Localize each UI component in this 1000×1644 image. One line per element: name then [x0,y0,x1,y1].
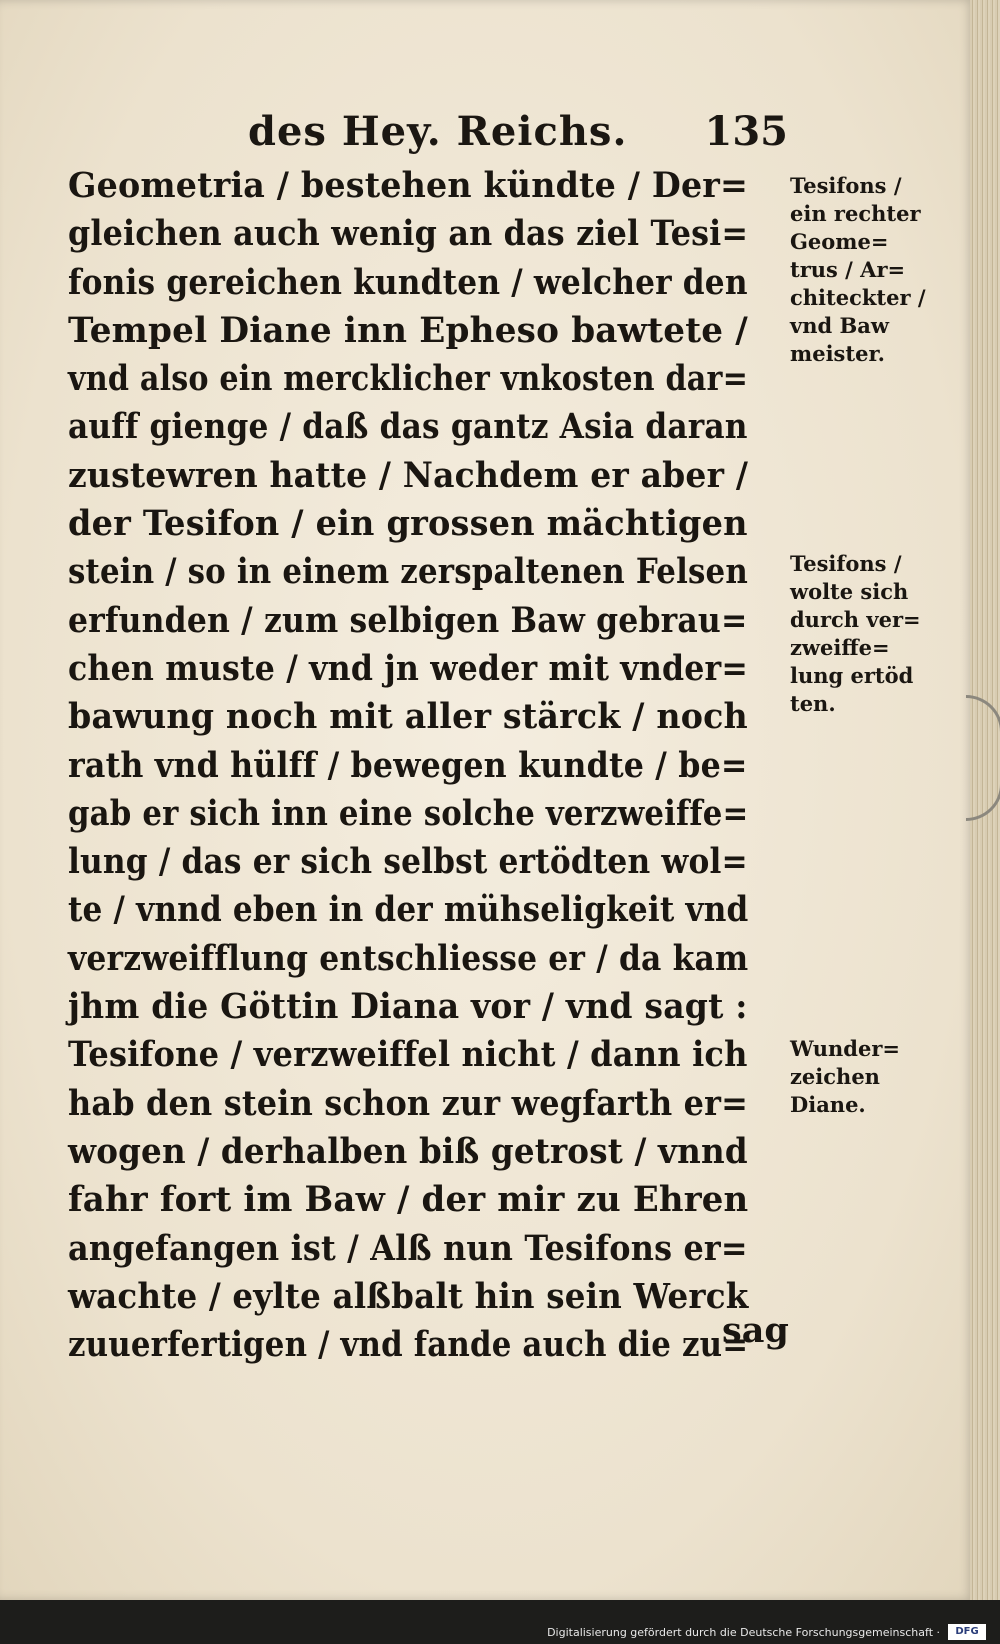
text-line: angefangen ist / Alß nun Tesifons er= [68,1227,748,1269]
marginal-line: Tesifons / [790,173,902,198]
text-line: lung / das er sich selbst ertödten wol= [68,841,748,883]
marginal-line: vnd Baw [790,313,889,338]
marginal-note [790,172,940,368]
dfg-logo: DFG [948,1624,986,1640]
marginal-line: durch ver= [790,607,921,632]
text-line: zuuerfertigen / vnd fande auch die zu= [68,1324,749,1366]
marginal-line: Wunder= [790,1036,900,1061]
text-line: te / vnnd eben in der mühseligkeit vnd [68,889,749,931]
catchword: sag [722,1310,789,1351]
marginal-note [790,550,940,718]
running-head: des Hey. Reichs. [248,108,628,155]
text-line: chen muste / vnd jn weder mit vnder= [68,647,749,689]
marginal-note [790,1035,940,1119]
text-line: wogen / derhalben biß getrost / vnnd [68,1130,748,1172]
clip-mark [966,695,1000,821]
text-line: Geometria / bestehen kündte / Der= [68,165,749,206]
text-line: gleichen auch wenig an das ziel Tesi= [68,213,749,255]
marginal-line: Diane. [790,1092,866,1117]
marginal-line: wolte sich [790,579,909,604]
text-line: der Tesifon / ein grossen mächtigen [68,503,748,545]
text-line: erfunden / zum selbigen Baw gebrau= [68,599,748,641]
text-line: zustewren hatte / Nachdem er aber / [68,454,749,496]
text-line: hab den stein schon zur wegfarth er= [68,1082,749,1124]
text-line: stein / so in einem zerspaltenen Felsen [68,551,748,593]
marginal-line: chiteckter / [790,285,926,310]
page-number: 135 [704,108,788,155]
marginal-line: lung ertöd [790,663,914,688]
funding-credit: Digitalisierung gefördert durch die Deutsche Forschungsgemeinschaft · [547,1626,940,1639]
text-line: vnd also ein mercklicher vnkosten dar= [68,358,749,400]
text-line: bawung noch mit aller stärck / noch [68,696,748,738]
text-line: auff gienge / daß das gantz Asia daran [68,406,748,448]
text-line: Tempel Diane inn Epheso bawtete / [68,309,748,351]
marginal-line: Geome= [790,229,889,254]
text-line: Tesifone / verzweiffel nicht / dann ich [68,1034,748,1076]
text-line: fonis gereichen kundten / welcher den [68,261,748,303]
marginal-line: ten. [790,691,836,716]
text-line: verzweifflung entschliesse er / da kam [68,937,749,979]
text-line: fahr fort im Baw / der mir zu Ehren [68,1179,749,1221]
marginal-line: meister. [790,341,885,366]
marginal-line: zweiffe= [790,635,890,660]
text-line: gab er sich inn eine solche verzweiffe= [68,792,749,834]
body-text [68,162,790,1369]
text-line: wachte / eylte alßbalt hin sein Werck [68,1275,749,1317]
marginal-line: ein rechter [790,201,921,226]
marginal-line: zeichen [790,1064,880,1089]
text-line: rath vnd hülff / bewegen kundte / be= [68,744,748,786]
marginal-line: trus / Ar= [790,257,906,282]
text-line: jhm die Göttin Diana vor / vnd sagt : [68,986,748,1028]
marginal-line: Tesifons / [790,551,902,576]
page-header [248,108,788,160]
